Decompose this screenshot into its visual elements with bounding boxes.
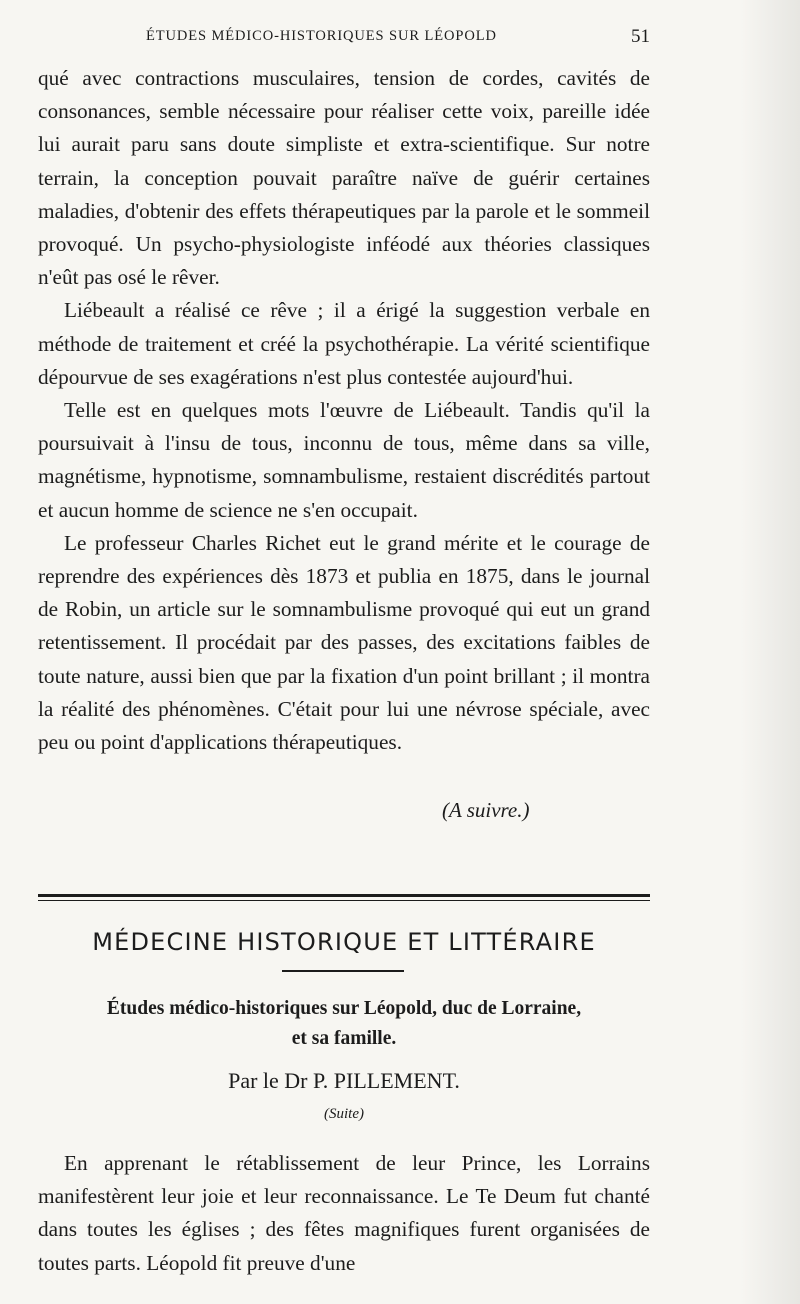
section-title: MÉDECINE HISTORIQUE ET LITTÉRAIRE — [92, 928, 596, 956]
running-head — [38, 28, 650, 52]
article-suite: (Suite) — [324, 1106, 364, 1122]
section-divider-thin — [38, 900, 650, 901]
section-title-rule — [282, 970, 404, 972]
section-divider-thick — [38, 894, 650, 897]
running-head-title: ÉTUDES MÉDICO-HISTORIQUES SUR LÉOPOLD — [146, 28, 497, 44]
a-suivre: (A suivre.) — [442, 798, 530, 822]
article-title-line-2: et sa famille. — [291, 1028, 397, 1049]
page-edge-shadow — [740, 0, 800, 1304]
paragraph-4: Le professeur Charles Richet eut le grand mérite et le courage de reprendre des expériences dès 1873 et publia en 1875, dans le journal de Robin, un article sur le somnambulisme provoqué qui eut un grand retentissement. Il procédait par des passes, des excitations faibles de toute nature, aussi bien que par la fixation d'un point brillant ; il montra la réalité des phénomènes. C'était pour lui une névrose spéciale, avec peu ou point d'applications thérapeutiques. — [38, 530, 650, 755]
article-title — [38, 994, 650, 1054]
article-title-line-1: Études médico-historiques sur Léopold, duc de Lorraine, — [106, 998, 582, 1019]
article-body-new — [38, 1147, 650, 1280]
paragraph-1: qué avec contractions musculaires, tension de cordes, cavités de consonances, semble nécessaire pour réaliser cette voix, pareille idée lui aurait paru sans doute simpliste et extra-scientifique. Sur notre terrain, la conception pouvait paraître naïve de guérir certaines maladies, d'obtenir des effets thérapeutiques par la parole et le sommeil provoqué. Un psycho-physiologiste inféodé aux théories classiques n'eût pas osé le rêver. — [38, 66, 650, 290]
article-body-continued — [38, 62, 650, 759]
page-number: 51 — [631, 26, 650, 47]
article-byline: Par le Dr P. PILLEMENT. — [228, 1068, 460, 1093]
article-paragraph-1: En apprenant le rétablissement de leur Prince, les Lorrains manifestèrent leur joie et leur reconnaissance. Le Te Deum fut chanté dans toutes les églises ; des fêtes magnifiques furent organisées de toutes parts. Léopold fit preuve d'une — [38, 1151, 650, 1275]
paragraph-3: Telle est en quelques mots l'œuvre de Liébeault. Tandis qu'il la poursuivait à l'insu de tous, inconnu de tous, même dans sa ville, magnétisme, hypnotisme, somnambulisme, restaient discrédités partout et aucun homme de science ne s'en occupait. — [38, 398, 650, 522]
paragraph-2: Liébeault a réalisé ce rêve ; il a érigé la suggestion verbale en méthode de traitement et créé la psychothérapie. La vérité scientifique dépourvue de ses exagérations n'est plus contestée aujourd'hui. — [38, 298, 650, 389]
